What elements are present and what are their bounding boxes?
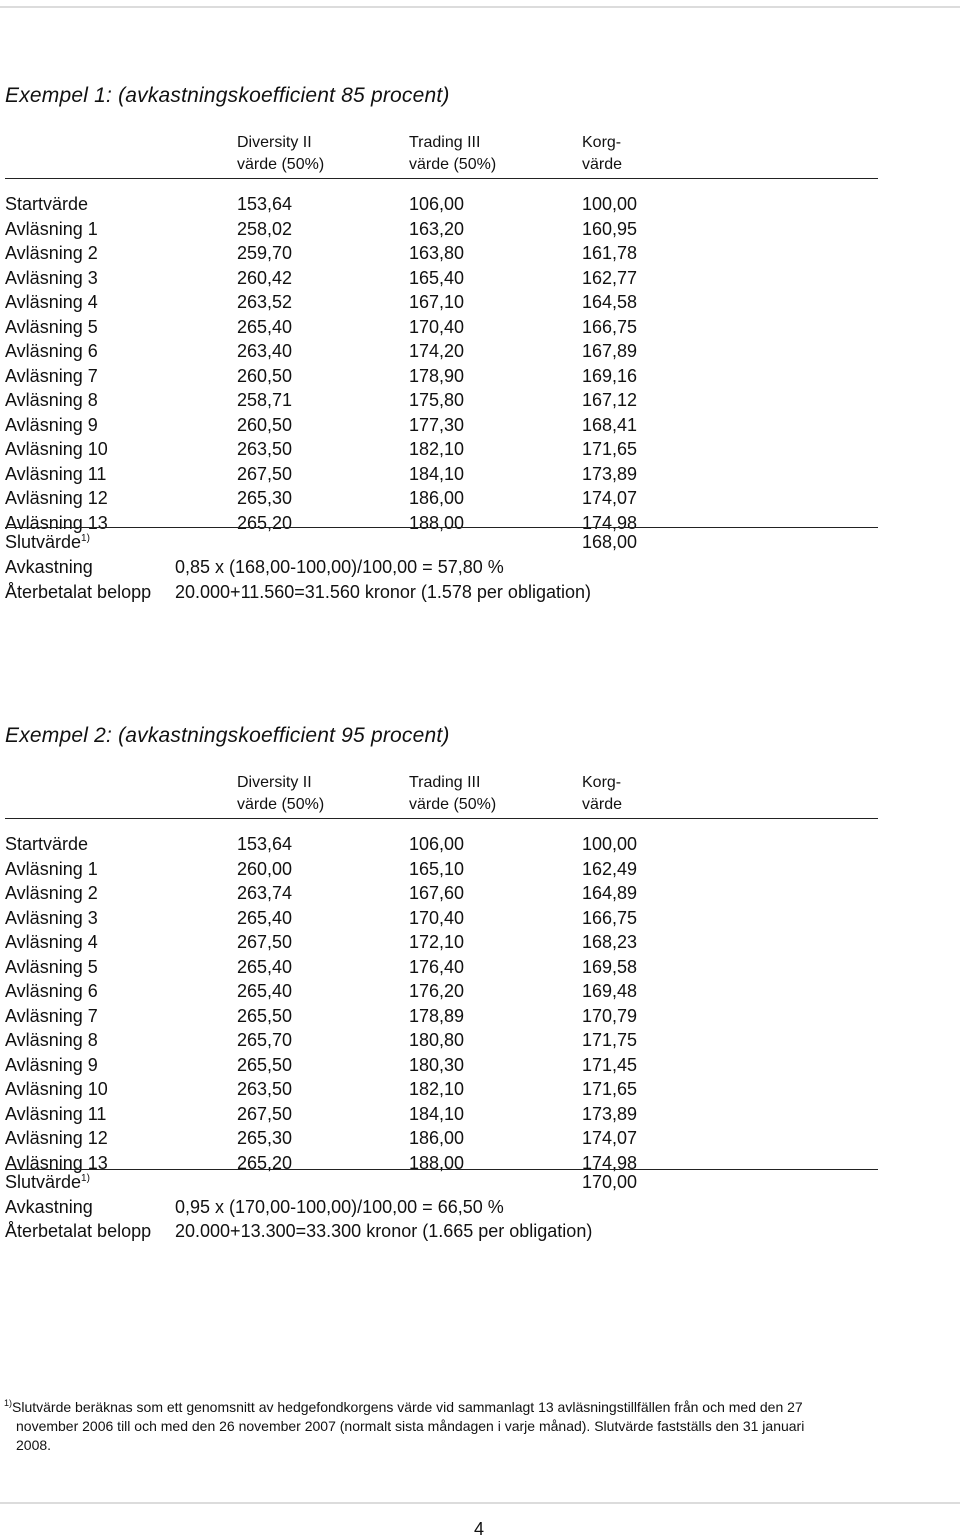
- table-row: [5, 488, 885, 512]
- diversity-value: 267,50: [237, 1103, 293, 1124]
- diversity-value: 260,50: [237, 365, 293, 386]
- table-row: [5, 932, 885, 956]
- korg-value: 164,89: [582, 883, 638, 903]
- trading-value: 170,40: [409, 907, 465, 928]
- footnote-line-1: [4, 1394, 894, 1417]
- diversity-value: 263,40: [237, 341, 293, 361]
- row-label: Avläsning 12: [5, 1128, 108, 1148]
- aterbetalat-label: Återbetalat belopp: [5, 582, 152, 602]
- row-label: Avläsning 4: [5, 932, 98, 952]
- trading-value: 165,40: [409, 267, 465, 288]
- trading-value: 167,10: [409, 292, 465, 312]
- table-row: [5, 292, 885, 316]
- diversity-value: 265,40: [237, 956, 293, 977]
- row-label: Avläsning 5: [5, 316, 98, 337]
- slutvarde-value: 168,00: [582, 532, 638, 552]
- row-label: Avläsning 13: [5, 512, 108, 533]
- row-label: Avläsning 7: [5, 365, 98, 386]
- trading-value: 182,10: [409, 439, 465, 459]
- table-row: [5, 1006, 885, 1030]
- table-row: [5, 908, 885, 932]
- footnote: [4, 1394, 894, 1455]
- row-label: Avläsning 6: [5, 981, 98, 1001]
- footnote-line-2: november 2006 till och med den 26 november 2007 (normalt sista måndagen i varje månad). Slutvärde fastställs den 31 januari: [16, 1418, 805, 1434]
- korg-value: 166,75: [582, 316, 638, 337]
- row-label: Avläsning 6: [5, 341, 98, 361]
- diversity-value: 260,50: [237, 414, 293, 435]
- table-row: [5, 341, 885, 365]
- row-label: Avläsning 3: [5, 907, 98, 928]
- avkastning-value: 0,95 x (170,00-100,00)/100,00 = 66,50 %: [175, 1197, 504, 1217]
- row-label: Avläsning 8: [5, 390, 98, 410]
- slutvarde-label: [5, 1172, 90, 1193]
- trading-value: 176,40: [409, 956, 465, 977]
- trading-value: 176,20: [409, 981, 465, 1001]
- table-row: [5, 243, 885, 267]
- korg-value: 169,48: [582, 981, 638, 1001]
- korg-value: 161,78: [582, 243, 638, 263]
- row-label: Avläsning 7: [5, 1005, 98, 1026]
- table-row: [5, 439, 885, 463]
- row-label: Avläsning 2: [5, 883, 98, 903]
- diversity-value: 263,50: [237, 439, 293, 459]
- row-label: Avläsning 10: [5, 1079, 108, 1099]
- row-label: Avläsning 8: [5, 1030, 98, 1050]
- row-label: Avläsning 13: [5, 1152, 108, 1173]
- diversity-value: 265,50: [237, 1054, 293, 1075]
- col-header-korg: Korg-: [582, 134, 622, 151]
- trading-value: 163,20: [409, 218, 465, 239]
- trading-value: 188,00: [409, 512, 465, 533]
- diversity-value: 153,64: [237, 834, 293, 854]
- row-label: Avläsning 11: [5, 1103, 107, 1124]
- col-header-diversity: Diversity II: [237, 774, 312, 791]
- header-rule: [5, 178, 878, 179]
- table-row: [5, 1079, 885, 1103]
- avkastning-label: Avkastning: [5, 1197, 93, 1217]
- trading-value: 106,00: [409, 194, 465, 214]
- row-label: Avläsning 11: [5, 463, 107, 484]
- col-subheader-trading: värde (50%): [409, 796, 497, 813]
- table-row: [5, 834, 885, 858]
- footnote-ref: 1): [81, 1173, 90, 1184]
- table-row: [5, 1030, 885, 1054]
- diversity-value: 267,50: [237, 463, 293, 484]
- summary-rule: [5, 1169, 878, 1170]
- table-row: [5, 1104, 885, 1128]
- col-subheader-diversity: värde (50%): [237, 156, 325, 173]
- footnote-text-1: Slutvärde beräknas som ett genomsnitt av hedgefondkorgens värde vid sammanlagt 13 avläsningstillfällen från och med den 27: [12, 1399, 803, 1415]
- diversity-value: 265,20: [237, 1152, 293, 1173]
- korg-value: 171,65: [582, 1079, 638, 1099]
- table-row: [5, 883, 885, 907]
- korg-value: 170,79: [582, 1005, 638, 1026]
- korg-value: 171,65: [582, 439, 638, 459]
- row-label: Avläsning 3: [5, 267, 98, 288]
- trading-value: 180,30: [409, 1054, 465, 1075]
- slutvarde-label: [5, 532, 90, 553]
- korg-value: 168,23: [582, 932, 638, 952]
- row-label: Startvärde: [5, 194, 89, 214]
- col-header-trading: Trading III: [409, 774, 481, 791]
- korg-value: 169,16: [582, 365, 638, 386]
- trading-value: 180,80: [409, 1030, 465, 1050]
- diversity-value: 260,42: [237, 267, 293, 288]
- korg-value: 174,07: [582, 1128, 638, 1148]
- col-header-korg: Korg-: [582, 774, 622, 791]
- diversity-value: 265,30: [237, 1128, 293, 1148]
- example-title: Exempel 2: (avkastningskoefficient 95 procent): [5, 724, 450, 747]
- row-label: Avläsning 12: [5, 488, 108, 508]
- avkastning-label: Avkastning: [5, 557, 93, 577]
- diversity-value: 265,40: [237, 981, 293, 1001]
- row-label: Avläsning 9: [5, 414, 98, 435]
- diversity-value: 267,50: [237, 932, 293, 952]
- diversity-value: 265,30: [237, 488, 293, 508]
- korg-value: 166,75: [582, 907, 638, 928]
- table-row: [5, 464, 885, 488]
- table-row: [5, 390, 885, 414]
- korg-value: 173,89: [582, 1103, 638, 1124]
- slutvarde-value: 170,00: [582, 1172, 638, 1192]
- row-label: Startvärde: [5, 834, 89, 854]
- header-rule: [5, 818, 878, 819]
- table-row: [5, 366, 885, 390]
- aterbetalat-value: 20.000+13.300=33.300 kronor (1.665 per obligation): [175, 1221, 593, 1241]
- diversity-value: 263,50: [237, 1079, 293, 1099]
- trading-value: 177,30: [409, 414, 465, 435]
- diversity-value: 265,40: [237, 907, 293, 928]
- korg-value: 100,00: [582, 834, 638, 854]
- table-row: [5, 268, 885, 292]
- korg-value: 169,58: [582, 956, 638, 977]
- row-label: Avläsning 1: [5, 218, 98, 239]
- row-label: Avläsning 10: [5, 439, 108, 459]
- korg-value: 160,95: [582, 218, 638, 239]
- table-row: [5, 981, 885, 1005]
- korg-value: 162,77: [582, 267, 638, 288]
- table-row: [5, 1153, 885, 1177]
- diversity-value: 258,71: [237, 390, 293, 410]
- korg-value: 171,45: [582, 1054, 638, 1075]
- trading-value: 167,60: [409, 883, 465, 903]
- col-subheader-korg: värde: [582, 796, 623, 813]
- table-row: [5, 219, 885, 243]
- trading-value: 178,89: [409, 1005, 465, 1026]
- trading-value: 170,40: [409, 316, 465, 337]
- korg-value: 162,49: [582, 858, 638, 879]
- diversity-value: 153,64: [237, 194, 293, 214]
- summary-rule: [5, 527, 878, 528]
- col-subheader-trading: värde (50%): [409, 156, 497, 173]
- col-subheader-diversity: värde (50%): [237, 796, 325, 813]
- top-divider: [0, 6, 960, 8]
- trading-value: 182,10: [409, 1079, 465, 1099]
- footnote-line-3: 2008.: [16, 1437, 52, 1453]
- row-label: Avläsning 2: [5, 243, 98, 263]
- trading-value: 184,10: [409, 1103, 465, 1124]
- slutvarde-text: Slutvärde: [5, 1172, 82, 1192]
- diversity-value: 265,50: [237, 1005, 293, 1026]
- korg-value: 174,98: [582, 1152, 638, 1173]
- korg-value: 174,98: [582, 512, 638, 533]
- diversity-value: 265,20: [237, 512, 293, 533]
- table-row: [5, 317, 885, 341]
- korg-value: 164,58: [582, 292, 638, 312]
- col-header-diversity: Diversity II: [237, 134, 312, 151]
- row-label: Avläsning 5: [5, 956, 98, 977]
- korg-value: 174,07: [582, 488, 638, 508]
- table-row: [5, 513, 885, 537]
- korg-value: 168,41: [582, 414, 638, 435]
- table-row: [5, 194, 885, 218]
- trading-value: 163,80: [409, 243, 465, 263]
- trading-value: 188,00: [409, 1152, 465, 1173]
- diversity-value: 258,02: [237, 218, 293, 239]
- row-label: Avläsning 9: [5, 1054, 98, 1075]
- trading-value: 175,80: [409, 390, 465, 410]
- trading-value: 186,00: [409, 1128, 465, 1148]
- diversity-value: 265,70: [237, 1030, 293, 1050]
- col-header-trading: Trading III: [409, 134, 481, 151]
- row-label: Avläsning 4: [5, 292, 98, 312]
- trading-value: 174,20: [409, 341, 465, 361]
- example-title: Exempel 1: (avkastningskoefficient 85 procent): [5, 84, 450, 107]
- aterbetalat-label: Återbetalat belopp: [5, 1221, 152, 1241]
- table-row: [5, 859, 885, 883]
- korg-value: 167,12: [582, 390, 638, 410]
- trading-value: 186,00: [409, 488, 465, 508]
- slutvarde-text: Slutvärde: [5, 532, 82, 552]
- diversity-value: 263,74: [237, 883, 293, 903]
- trading-value: 165,10: [409, 858, 465, 879]
- footnote-ref: 1): [81, 533, 90, 544]
- diversity-value: 263,52: [237, 292, 293, 312]
- trading-value: 106,00: [409, 834, 465, 854]
- table-row: [5, 415, 885, 439]
- row-label: Avläsning 1: [5, 858, 98, 879]
- footnote-mark: 1): [4, 1398, 13, 1408]
- page-number: 4: [474, 1519, 485, 1539]
- avkastning-value: 0,85 x (168,00-100,00)/100,00 = 57,80 %: [175, 557, 504, 577]
- diversity-value: 259,70: [237, 243, 293, 263]
- col-subheader-korg: värde: [582, 156, 623, 173]
- aterbetalat-value: 20.000+11.560=31.560 kronor (1.578 per obligation): [175, 582, 591, 602]
- table-row: [5, 1055, 885, 1079]
- trading-value: 178,90: [409, 365, 465, 386]
- table-row: [5, 957, 885, 981]
- trading-value: 172,10: [409, 932, 465, 952]
- korg-value: 171,75: [582, 1030, 638, 1050]
- korg-value: 173,89: [582, 463, 638, 484]
- diversity-value: 260,00: [237, 858, 293, 879]
- korg-value: 167,89: [582, 341, 638, 361]
- korg-value: 100,00: [582, 194, 638, 214]
- bottom-divider: [0, 1502, 960, 1504]
- trading-value: 184,10: [409, 463, 465, 484]
- diversity-value: 265,40: [237, 316, 293, 337]
- table-row: [5, 1128, 885, 1152]
